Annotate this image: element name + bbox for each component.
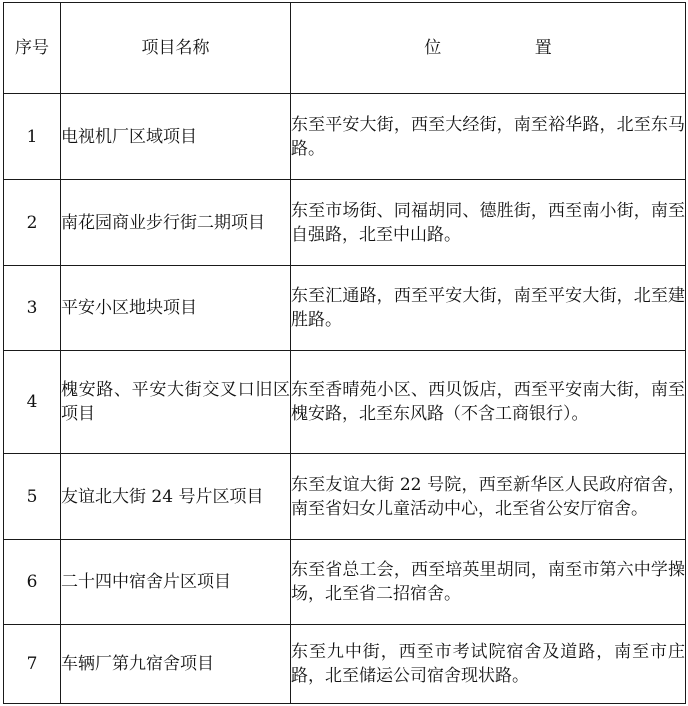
header-location [291,3,686,94]
header-index: 序号 [4,3,61,94]
row-location: 东至平安大街，西至大经街，南至裕华路，北至东马路。 [291,94,686,180]
table-row [4,454,686,540]
row-project-name: 槐安路、平安大街交叉口旧区项目 [61,351,291,454]
row-location: 东至九中街，西至市考试院宿舍及道路，南至市庄路，北至储运公司宿舍现状路。 [291,625,686,704]
table-row [4,266,686,351]
row-project-name: 南花园商业步行街二期项目 [61,180,291,266]
table-header-row [4,3,686,94]
row-index: 4 [4,351,61,454]
row-project-name: 车辆厂第九宿舍项目 [61,625,291,704]
row-index: 2 [4,180,61,266]
row-index: 7 [4,625,61,704]
table-row [4,351,686,454]
header-project-name: 项目名称 [61,3,291,94]
row-index: 1 [4,94,61,180]
row-location: 东至香晴苑小区、西贝饭店，西至平安南大街，南至槐安路，北至东风路（不含工商银行）。 [291,351,686,454]
row-index: 3 [4,266,61,351]
row-location: 东至友谊大街 22 号院，西至新华区人民政府宿舍，南至省妇女儿童活动中心，北至省公安厅宿舍。 [291,454,686,540]
row-location: 东至省总工会，西至培英里胡同，南至市第六中学操场，北至省二招宿舍。 [291,540,686,625]
row-project-name: 电视机厂区域项目 [61,94,291,180]
table-row [4,540,686,625]
table-row [4,94,686,180]
row-location: 东至市场街、同福胡同、德胜街，西至南小街，南至自强路，北至中山路。 [291,180,686,266]
table-row [4,625,686,704]
project-location-table [3,2,686,704]
table-row [4,180,686,266]
row-project-name: 平安小区地块项目 [61,266,291,351]
row-project-name: 二十四中宿舍片区项目 [61,540,291,625]
header-location-label: 位 置 [424,38,596,58]
row-index: 5 [4,454,61,540]
row-project-name: 友谊北大街 24 号片区项目 [61,454,291,540]
row-location: 东至汇通路，西至平安大街，南至平安大街，北至建胜路。 [291,266,686,351]
row-index: 6 [4,540,61,625]
